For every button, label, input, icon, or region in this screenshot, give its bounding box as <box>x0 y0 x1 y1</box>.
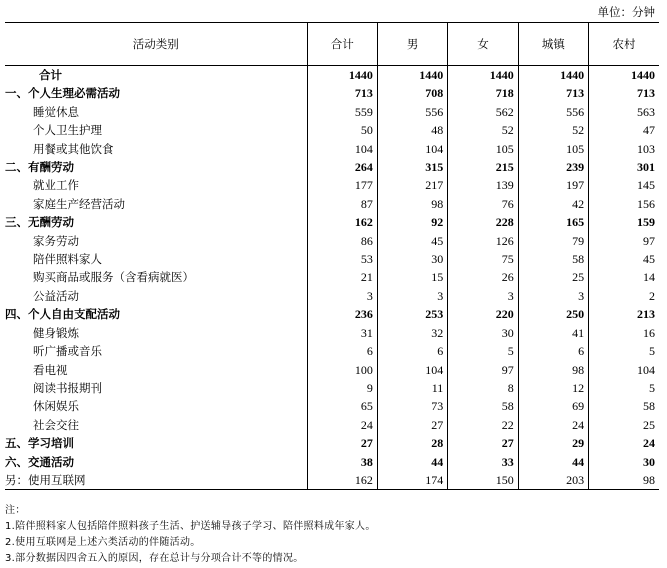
cell-rural: 14 <box>589 268 659 286</box>
cell-male: 708 <box>377 84 447 102</box>
cell-female: 1440 <box>448 66 518 85</box>
cell-male: 30 <box>377 250 447 268</box>
cell-rural: 159 <box>589 213 659 231</box>
cell-rural: 1440 <box>589 66 659 85</box>
cell-total: 162 <box>307 213 377 231</box>
cell-total: 713 <box>307 84 377 102</box>
table-row <box>5 121 659 139</box>
cell-total: 24 <box>307 416 377 434</box>
cell-urban: 24 <box>518 416 588 434</box>
row-label: 六、交通活动 <box>5 454 74 469</box>
row-label: 家务劳动 <box>33 233 79 248</box>
cell-urban: 29 <box>518 434 588 452</box>
header-urban: 城镇 <box>518 23 588 66</box>
cell-total: 264 <box>307 158 377 176</box>
cell-rural: 97 <box>589 232 659 250</box>
cell-female: 30 <box>448 324 518 342</box>
cell-rural: 5 <box>589 379 659 397</box>
row-label: 看电视 <box>33 362 68 377</box>
table-row <box>5 434 659 452</box>
cell-female: 22 <box>448 416 518 434</box>
cell-total: 162 <box>307 471 377 490</box>
cell-male: 6 <box>377 342 447 360</box>
cell-male: 253 <box>377 305 447 323</box>
cell-total: 559 <box>307 103 377 121</box>
row-label: 一、个人生理必需活动 <box>5 86 120 101</box>
cell-urban: 239 <box>518 158 588 176</box>
table-row <box>5 416 659 434</box>
header-male: 男 <box>377 23 447 66</box>
cell-female: 75 <box>448 250 518 268</box>
cell-rural: 563 <box>589 103 659 121</box>
cell-rural: 713 <box>589 84 659 102</box>
cell-female: 718 <box>448 84 518 102</box>
cell-female: 3 <box>448 287 518 305</box>
row-label: 个人卫生护理 <box>33 123 102 138</box>
cell-urban: 41 <box>518 324 588 342</box>
row-label: 另：使用互联网 <box>5 471 307 490</box>
table-row <box>5 232 659 250</box>
cell-female: 562 <box>448 103 518 121</box>
cell-male: 28 <box>377 434 447 452</box>
cell-female: 97 <box>448 361 518 379</box>
cell-urban: 25 <box>518 268 588 286</box>
cell-female: 139 <box>448 176 518 194</box>
cell-total: 86 <box>307 232 377 250</box>
unit-label: 单位：分钟 <box>597 5 655 19</box>
cell-urban: 1440 <box>518 66 588 85</box>
cell-rural: 145 <box>589 176 659 194</box>
cell-urban: 165 <box>518 213 588 231</box>
table-row <box>5 140 659 158</box>
row-label: 家庭生产经营活动 <box>33 196 125 211</box>
cell-urban: 58 <box>518 250 588 268</box>
cell-female: 76 <box>448 195 518 213</box>
row-label: 五、学习培训 <box>5 436 74 451</box>
cell-urban: 79 <box>518 232 588 250</box>
cell-male: 3 <box>377 287 447 305</box>
header-row <box>5 23 659 66</box>
table-row <box>5 176 659 194</box>
table-row <box>5 213 659 231</box>
note-item: 1.陪伴照料家人包括陪伴照料孩子生活、护送辅导孩子学习、陪伴照料成年家人。 <box>5 521 376 532</box>
cell-urban: 556 <box>518 103 588 121</box>
cell-urban: 713 <box>518 84 588 102</box>
cell-urban: 44 <box>518 453 588 471</box>
cell-rural: 30 <box>589 453 659 471</box>
table-row <box>5 397 659 415</box>
cell-total: 6 <box>307 342 377 360</box>
cell-urban: 12 <box>518 379 588 397</box>
cell-male: 45 <box>377 232 447 250</box>
cell-total: 53 <box>307 250 377 268</box>
cell-rural: 24 <box>589 434 659 452</box>
cell-total: 50 <box>307 121 377 139</box>
cell-male: 174 <box>377 471 447 490</box>
cell-rural: 47 <box>589 121 659 139</box>
row-label: 公益活动 <box>33 288 79 303</box>
cell-male: 98 <box>377 195 447 213</box>
cell-total: 236 <box>307 305 377 323</box>
cell-male: 27 <box>377 416 447 434</box>
table-row <box>5 287 659 305</box>
header-rural: 农村 <box>589 23 659 66</box>
row-label: 听广播或音乐 <box>33 344 102 359</box>
table-row <box>5 84 659 102</box>
footnotes <box>5 503 376 567</box>
cell-urban: 6 <box>518 342 588 360</box>
cell-rural: 156 <box>589 195 659 213</box>
cell-female: 33 <box>448 453 518 471</box>
cell-male: 104 <box>377 361 447 379</box>
cell-urban: 69 <box>518 397 588 415</box>
cell-urban: 203 <box>518 471 588 490</box>
cell-total: 31 <box>307 324 377 342</box>
row-label: 休闲娱乐 <box>33 399 79 414</box>
cell-male: 32 <box>377 324 447 342</box>
cell-rural: 58 <box>589 397 659 415</box>
cell-urban: 42 <box>518 195 588 213</box>
cell-female: 58 <box>448 397 518 415</box>
table-row <box>5 342 659 360</box>
cell-male: 15 <box>377 268 447 286</box>
cell-total: 21 <box>307 268 377 286</box>
cell-total: 65 <box>307 397 377 415</box>
cell-male: 1440 <box>377 66 447 85</box>
table-row <box>5 453 659 471</box>
cell-total: 27 <box>307 434 377 452</box>
table-row <box>5 324 659 342</box>
table-row <box>5 195 659 213</box>
cell-female: 220 <box>448 305 518 323</box>
cell-rural: 5 <box>589 342 659 360</box>
cell-female: 215 <box>448 158 518 176</box>
table-row <box>5 66 659 85</box>
cell-female: 26 <box>448 268 518 286</box>
table-row <box>5 471 659 490</box>
table-row <box>5 379 659 397</box>
cell-female: 228 <box>448 213 518 231</box>
cell-rural: 103 <box>589 140 659 158</box>
row-label: 睡觉休息 <box>33 104 79 119</box>
cell-male: 44 <box>377 453 447 471</box>
cell-male: 48 <box>377 121 447 139</box>
row-label: 阅读书报期刊 <box>33 380 102 395</box>
cell-urban: 197 <box>518 176 588 194</box>
row-label: 就业工作 <box>33 178 79 193</box>
header-female: 女 <box>448 23 518 66</box>
cell-male: 92 <box>377 213 447 231</box>
cell-female: 27 <box>448 434 518 452</box>
cell-total: 104 <box>307 140 377 158</box>
header-total: 合计 <box>307 23 377 66</box>
cell-rural: 25 <box>589 416 659 434</box>
cell-male: 104 <box>377 140 447 158</box>
cell-female: 8 <box>448 379 518 397</box>
cell-total: 100 <box>307 361 377 379</box>
cell-rural: 98 <box>589 471 659 490</box>
note-item: 3.部分数据因四舍五入的原因，存在总计与分项合计不等的情况。 <box>5 553 304 564</box>
cell-male: 556 <box>377 103 447 121</box>
cell-male: 11 <box>377 379 447 397</box>
cell-rural: 301 <box>589 158 659 176</box>
cell-urban: 105 <box>518 140 588 158</box>
cell-total: 177 <box>307 176 377 194</box>
note-item: 2.使用互联网是上述六类活动的伴随活动。 <box>5 537 201 548</box>
cell-rural: 45 <box>589 250 659 268</box>
row-label: 四、个人自由支配活动 <box>5 307 120 322</box>
row-label: 购买商品或服务（含看病就医） <box>33 270 194 285</box>
row-label: 健身锻炼 <box>33 325 79 340</box>
table-row <box>5 268 659 286</box>
header-category: 活动类别 <box>5 23 307 66</box>
row-label: 社会交往 <box>33 417 79 432</box>
table-row <box>5 361 659 379</box>
cell-urban: 250 <box>518 305 588 323</box>
cell-total: 3 <box>307 287 377 305</box>
cell-male: 217 <box>377 176 447 194</box>
cell-female: 52 <box>448 121 518 139</box>
cell-rural: 2 <box>589 287 659 305</box>
table-row <box>5 158 659 176</box>
cell-female: 126 <box>448 232 518 250</box>
cell-rural: 104 <box>589 361 659 379</box>
cell-female: 5 <box>448 342 518 360</box>
table-row <box>5 250 659 268</box>
row-label: 合计 <box>39 68 62 82</box>
cell-rural: 16 <box>589 324 659 342</box>
cell-urban: 98 <box>518 361 588 379</box>
cell-total: 1440 <box>307 66 377 85</box>
cell-female: 150 <box>448 471 518 490</box>
table-row <box>5 103 659 121</box>
cell-female: 105 <box>448 140 518 158</box>
cell-male: 73 <box>377 397 447 415</box>
row-label: 三、无酬劳动 <box>5 215 74 230</box>
row-label: 陪伴照料家人 <box>33 252 102 267</box>
table-row <box>5 305 659 323</box>
time-use-table <box>5 22 659 490</box>
row-label: 用餐或其他饮食 <box>33 141 114 156</box>
cell-urban: 52 <box>518 121 588 139</box>
notes-title: 注： <box>5 505 26 516</box>
cell-male: 315 <box>377 158 447 176</box>
cell-total: 9 <box>307 379 377 397</box>
row-label: 二、有酬劳动 <box>5 160 74 175</box>
cell-rural: 213 <box>589 305 659 323</box>
cell-urban: 3 <box>518 287 588 305</box>
cell-total: 38 <box>307 453 377 471</box>
cell-total: 87 <box>307 195 377 213</box>
